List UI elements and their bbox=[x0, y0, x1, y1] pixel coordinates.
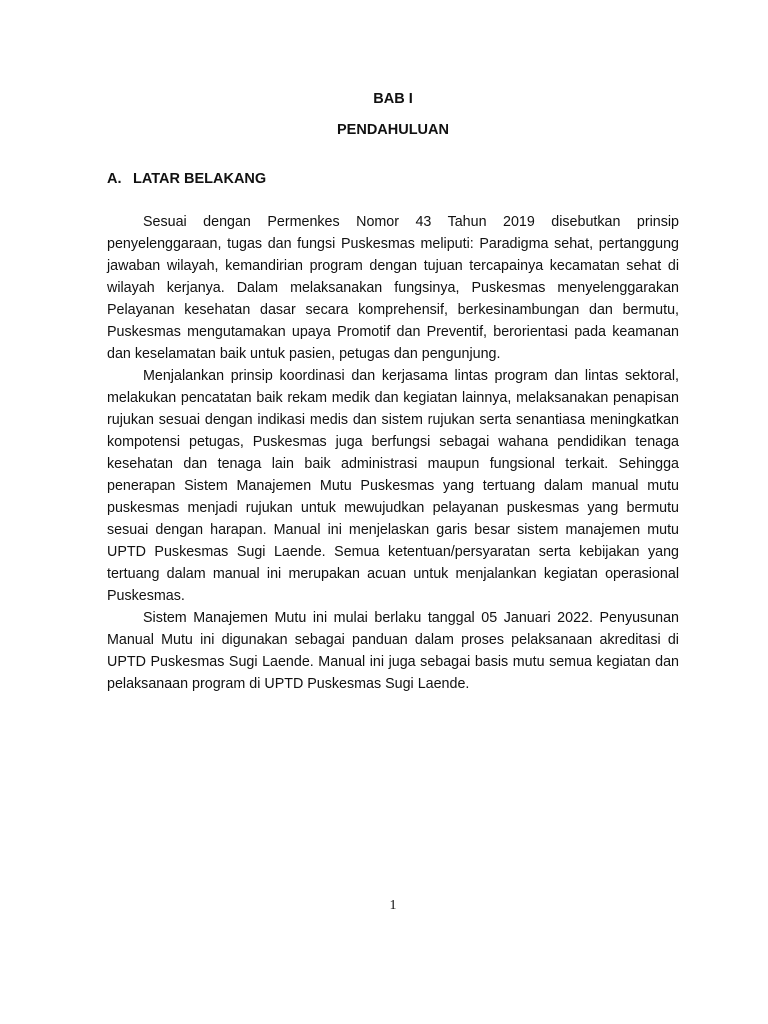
chapter-number: BAB I bbox=[373, 91, 413, 107]
page-number: 1 bbox=[389, 898, 397, 913]
section-letter: A. bbox=[107, 171, 122, 187]
paragraph: Menjalankan prinsip koordinasi dan kerjasama lintas program dan lintas sektoral, melakukan pencatatan baik rekam medik dan kegiatan lainnya, melaksanakan penapisan rujukan sesuai dengan indikasi medis dan sistem rujukan serta senantiasa meningkatkan kompotensi petugas, Puskesmas juga berfungsi sebagai wahana pendidikan tenaga kesehatan dan tenaga lain baik administrasi maupun fungsional terkait. Sehingga penerapan Sistem Manajemen Mutu Puskesmas yang tertuang dalam manual mutu puskesmas menjadi rujukan untuk mewujudkan pelayanan puskesmas yang bermutu sesuai dengan harapan. Manual ini menjelaskan garis besar sistem manajemen mutu UPTD Puskesmas Sugi Laende. Semua ketentuan/persyaratan serta kebijakan yang tertuang dalam manual ini merupakan acuan untuk menjalankan kegiatan operasional Puskesmas. bbox=[107, 368, 679, 604]
section-title: LATAR BELAKANG bbox=[133, 171, 267, 187]
body-text bbox=[107, 211, 679, 695]
paragraph: Sesuai dengan Permenkes Nomor 43 Tahun 2019 disebutkan prinsip penyelenggaraan, tugas dan fungsi Puskesmas meliputi: Paradigma sehat, pertanggung jawaban wilayah, kemandirian program dengan tujuan tercapainya kecamatan sehat di wilayah kerjanya. Dalam melaksanakan fungsinya, Puskesmas menyelenggarakan Pelayanan kesehatan dasar secara komprehensif, berkesinambungan dan bermutu, Puskesmas mengutamakan upaya Promotif dan Preventif, berorientasi pada keamanan dan keselamatan baik untuk pasien, petugas dan pengunjung. bbox=[107, 214, 679, 362]
section-heading bbox=[107, 170, 266, 188]
paragraph: Sistem Manajemen Mutu ini mulai berlaku tanggal 05 Januari 2022. Penyusunan Manual Mutu ini digunakan sebagai panduan dalam proses pelaksanaan akreditasi di UPTD Puskesmas Sugi Laende. Manual ini juga sebagai basis mutu semua kegiatan dan pelaksanaan program di UPTD Puskesmas Sugi Laende. bbox=[107, 610, 679, 692]
chapter-title: PENDAHULUAN bbox=[337, 122, 449, 138]
